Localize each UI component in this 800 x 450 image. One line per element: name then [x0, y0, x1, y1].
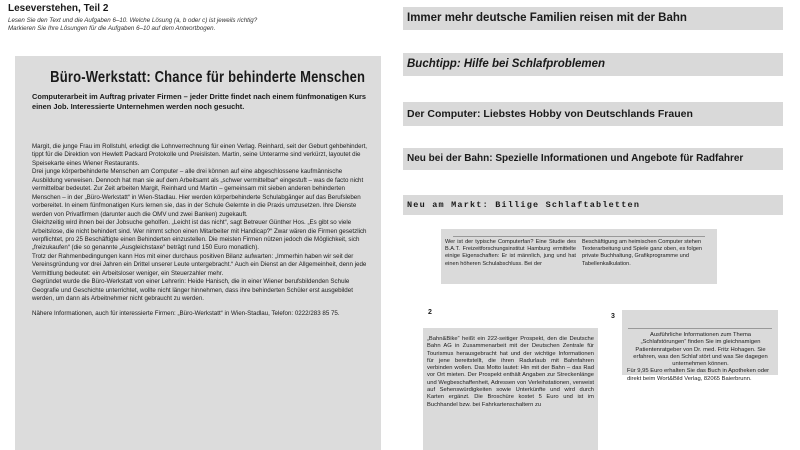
divider: [453, 236, 705, 237]
text-box-3-paragraph: Ausführliche Informationen zum Thema „Schlafstörungen“ finden Sie im gleichnamigen Patientenratgeber von Dr. med. Fritz Hohagen. Sie erfahren, was den Schlaf stört und was Sie dagegen unternehmen können.: [633, 332, 768, 368]
article-title: Büro-Werkstatt: Chance für behinderte Menschen: [50, 69, 366, 86]
headline-option-c: Der Computer: Liebstes Hobby von Deutschlands Frauen: [403, 102, 783, 126]
text-box-1-right-column: Beschäftigung am heimischen Computer stehen Texterarbeitung und Spiele ganz oben, es folgen private Buchhaltung, Grafikprogramme und Tabellenkalkulation.: [582, 239, 703, 267]
text-box-2-body: „Bahn&Bike“ heißt ein 222-seitiger Prospekt, den die Deutsche Bahn AG in Zusammenarbeit mit der Deutschen Zentrale für Tourismus herausgebracht hat und der wichtige Informationen für jene bereitstellt, die ihren Radurlaub mit Bahnfahren verbinden wollen. Das Motto lautet: Hin mit der Bahn – das Rad vor Ort mieten. Der Prospekt enthält Angaben zur Streckenlänge und Wegbeschaffenheit, Adressen von Verleihstationen, verweist auf Sehenswürdigkeiten sowie Unterkünfte und wird durch Karten ergänzt. Die Broschüre kostet 5 Euro und ist im Buchhandel bzw. bei Fahrkartenschaltern zu: [427, 336, 594, 408]
article-paragraph: Margit, die junge Frau im Rollstuhl, erledigt die Lohnverrechnung für einen Verlag. Reinhard, seit der Geburt gehbehindert, tippt für die Direktion von Hewlett Packard Protokolle und Preislisten. Martin, seine Unterarme sind verkürzt, layoutet die Speisekarte eines Wiener Restaurants.: [32, 143, 368, 167]
headline-option-a: Immer mehr deutsche Familien reisen mit der Bahn: [403, 7, 783, 30]
text-box-3-body: [627, 332, 774, 383]
text-box-3-number: 3: [611, 313, 615, 320]
article-paragraph: Trotz der Rahmenbedingungen kann Hos mit einer durchaus positiven Bilanz aufwarten: „Immerhin haben wir seit der Vereinsgründung vor drei Jahren ein Drittel unserer Leute untergebracht.“ Auch ein Dienst an der Allgemeinheit, denn jede Vermittlung bedeutet: ein Arbeitsloser weniger, ein Steuerzahler mehr.: [32, 252, 367, 277]
section-title: Leseverstehen, Teil 2: [8, 3, 109, 14]
instruction-line-2: Markieren Sie Ihre Lösungen für die Aufgaben 6–10 auf dem Antwortbogen.: [8, 25, 216, 33]
article-paragraph: Gleichzeitig wird ihnen bei der Jobsuche geholfen. „Leicht ist das nicht“, sagt Betreuer Günther Hos. „Es gibt so viele Arbeitslose, die nicht behindert sind. Wer nimmt schon einen Mitarbeiter mit Handicap?“ Zwar wären die Firmen gesetzlich verpflichtet, pro 25 Beschäftigte einen Behinderten einzustellen. Die meisten Firmen nützen jedoch die Möglichkeit, sich „freizukaufen“ (die so genannte „Ausgleichstaxe“ beträgt rund 150 Euro monatlich).: [32, 219, 367, 252]
text-box-3-paragraph-2: Für 9,95 Euro erhalten Sie das Buch in Apotheken oder direkt beim Wort&Bild Verlag, 82065 Baierbrunn.: [627, 368, 770, 382]
task-instructions: [8, 17, 393, 34]
article-paragraph: Gegründet wurde die Büro-Werkstatt von einer Lehrerin: Heide Hanisch, die in einer Wiener berufsbildenden Schule Geografie und Geschichte unterrichtet, wollte nicht länger hinnehmen, dass ihre behinderten Schüler erst ausgebildet werden, um dann als Arbeitnehmer nicht gebraucht zu werden.: [32, 278, 353, 303]
headline-option-d: Neu bei der Bahn: Spezielle Informationen und Angebote für Radfahrer: [403, 148, 783, 170]
article-body: [32, 143, 368, 318]
headline-option-b: Buchtipp: Hilfe bei Schlafproblemen: [403, 53, 783, 76]
article-paragraph: Drei junge körperbehinderte Menschen am Computer – alle drei können auf eine abgeschlossene kaufmännische Ausbildung verweisen. Dennoch hat man sie auf dem Arbeitsamt als „schwer vermittelbar“ eingestuft – was de facto nicht vermittelbar bedeutet. Zur Zeit arbeiten Margit, Reinhard und Martin – gemeinsam mit sieben anderen behinderten Menschen – in der „Büro-Werkstatt“ in Wien-Stadlau. Hier werden körperbehinderte Schulabgänger auf das Berufsleben vorbereitet. In einem fünfmonatigen Kurs lernen sie, das in der Schule Gelernte in die Praxis umzusetzen. Ihre Dienste werden von Privatfirmen (darunter auch die OMV und zwei Banken) zugekauft.: [32, 168, 364, 218]
article-paragraph: Nähere Informationen, auch für interessierte Firmen: „Büro-Werkstatt“ in Wien-Stadlau, Telefon: 0222/283 85 75.: [32, 309, 340, 317]
instruction-line-1: Lesen Sie den Text und die Aufgaben 6–10. Welche Lösung (a, b oder c) ist jeweils richtig?: [8, 17, 258, 24]
article-subtitle: Computerarbeit im Auftrag privater Firmen – jeder Dritte findet nach einem fünfmonatigen Kurs einen Job. Interessierte Unternehmen werden noch gesucht.: [32, 92, 366, 111]
divider: [628, 328, 772, 329]
headline-option-e: Neu am Markt: Billige Schlaftabletten: [403, 195, 783, 215]
text-box-1-left-column: Wer ist der typische Computerfan? Eine Studie des B.A.T. Freizeitforschungsinstitut Hamburg ermittelte einige Eigenschaften: Er ist männlich, jung und hat einen höheren Schulabschluss. Bei der: [445, 239, 576, 267]
text-box-2-number: 2: [428, 309, 432, 316]
